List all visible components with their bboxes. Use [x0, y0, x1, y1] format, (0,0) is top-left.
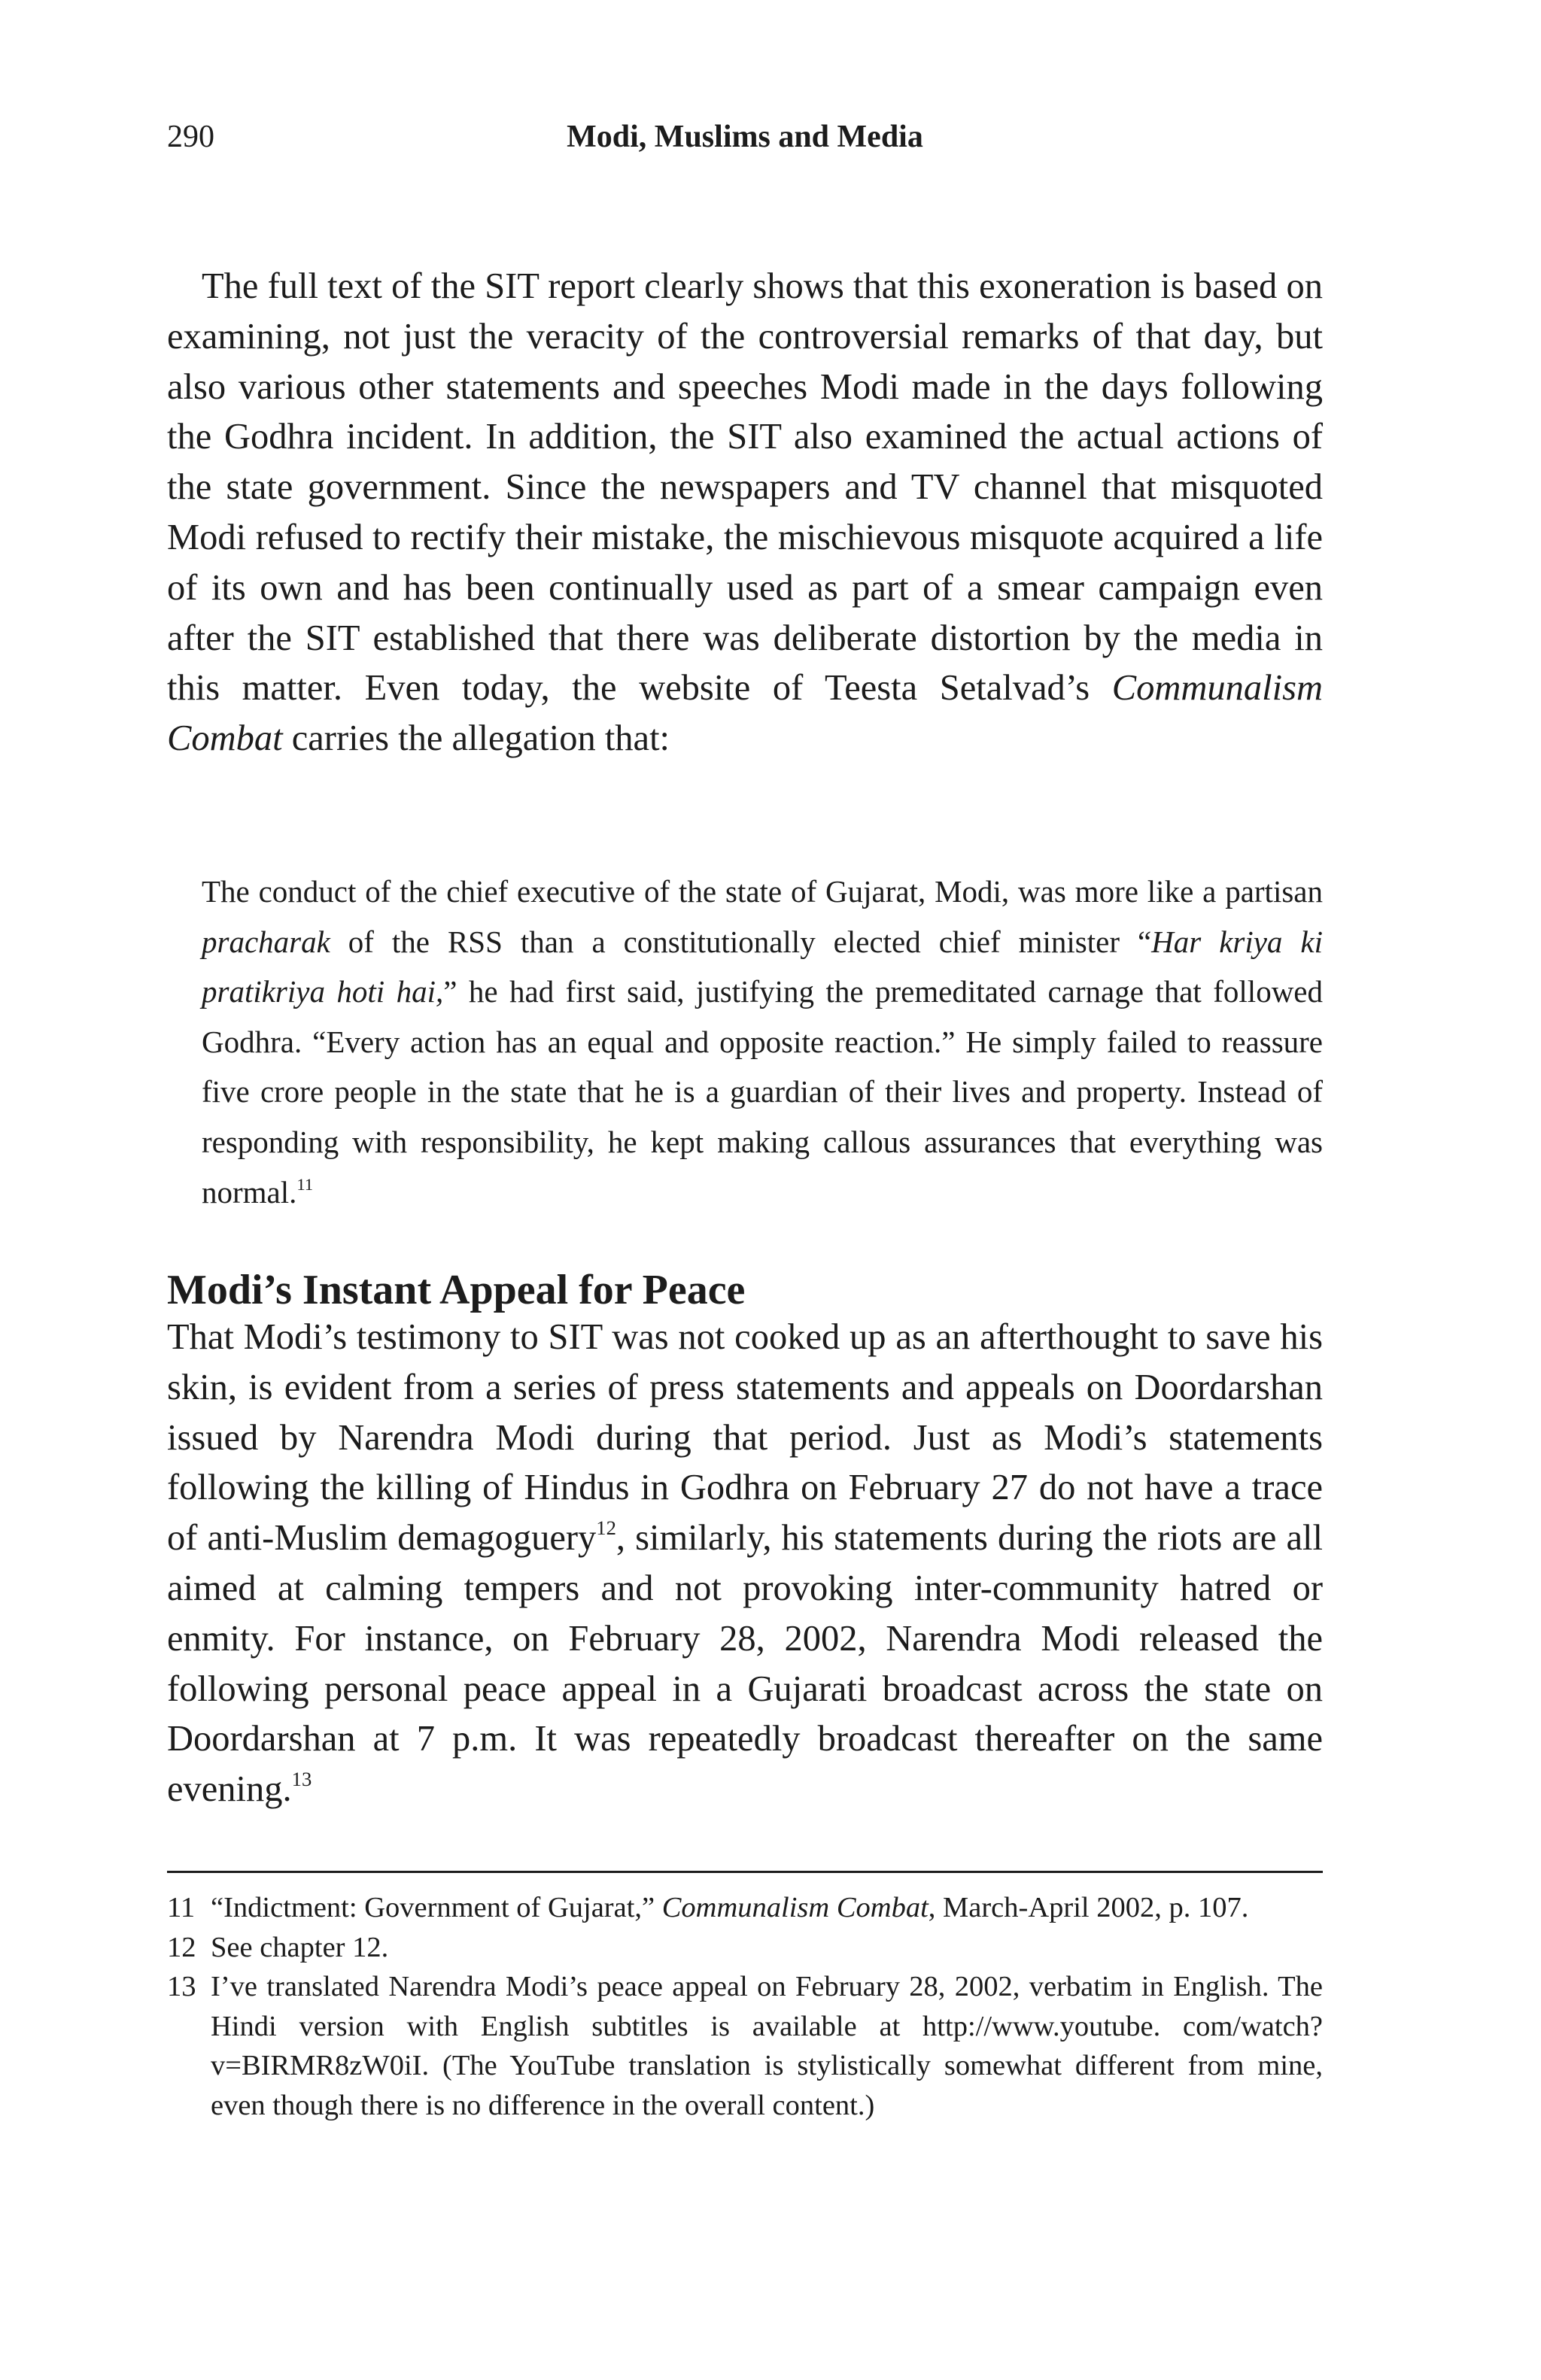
publication-title-italic: Communalism Combat: [167, 668, 1323, 759]
running-head: [167, 119, 1323, 156]
paragraph-text-end: carries the allegation that:: [282, 718, 670, 759]
footnote: [167, 1967, 1323, 2125]
block-quote: [167, 867, 1323, 1217]
quote-part: The conduct of the chief executive of the state of Gujarat, Modi, was more like a partisan: [202, 874, 1323, 909]
intro-paragraph-block: [167, 262, 1323, 764]
section-heading: Modi’s Instant Appeal for Peace: [167, 1267, 746, 1313]
footnote-ref: 11: [296, 1174, 314, 1194]
footnote-ref: 13: [291, 1768, 312, 1791]
footnote-number: 11: [167, 1892, 196, 1923]
paragraph-text: The full text of the SIT report clearly shows that this exoneration is based on examining, not just the veracity of the controversial remarks of that day, but also various other statements and speeches Modi made in the days following the Godhra incident. In addition, the SIT also examined the actual actions of the state government. Since the newspapers and TV channel that misquoted Modi refused to rectify their mistake, the mischievous misquote acquired a life of its own and has been continually used as part of a smear campaign even after the SIT established that there was deliberate distortion by the media in this matter. Even today, the website of Teesta Setalvad’s: [167, 266, 1323, 709]
footnote-text: “Indictment: Government of Gujarat,”: [211, 1892, 662, 1923]
quote-part: ” he had first said, justifying the premeditated carnage that followed Godhra. “Every action has an equal and opposite reaction.” He simply failed to reassure five crore people in the state that he is a guardian of their lives and property. Instead of responding with responsibility, he kept making callous assurances that everything was normal.: [202, 974, 1323, 1210]
book-title: Modi, Muslims and Media: [567, 120, 923, 154]
footnote-divider: [167, 1871, 1323, 1873]
quote-part: of the RSS than a constitutionally elected chief minister “: [330, 924, 1152, 959]
footnote-number: 13: [167, 1971, 196, 2002]
footnote-number: 12: [167, 1931, 196, 1963]
quote-italic-phrase: Har kriya ki pratikriya hoti hai,: [202, 924, 1323, 1009]
quote-italic-term: pracharak: [202, 924, 330, 959]
body-paragraph: [167, 1313, 1323, 1815]
body-paragraph: [167, 262, 1323, 764]
section-paragraph-block: [167, 1313, 1323, 1815]
footnote-italic: Communalism Combat: [661, 1892, 929, 1923]
paragraph-text-end: , similarly, his statements during the riots are all aimed at calming tempers and not provoking inter-community hatred or enmity. For instance, on February 28, 2002, Narendra Modi released the following personal peace appeal in a Gujarati broadcast across the state on Doordarshan at 7 p.m. It was repeatedly broadcast thereafter on the same evening.: [167, 1518, 1323, 1810]
quote-text: [202, 867, 1323, 1217]
footnote: [167, 1928, 1323, 1968]
page-number: 290: [167, 120, 214, 154]
paragraph-text: That Modi’s testimony to SIT was not cooked up as an afterthought to save his skin, is evident from a series of press statements and appeals on Doordarshan issued by Narendra Modi during that period. Just as Modi’s statements following the killing of Hindus in Godhra on February 27 do not have a trace of anti-Muslim demagoguery: [167, 1317, 1323, 1559]
footnote-text-end: , March-April 2002, p. 107.: [928, 1892, 1249, 1923]
footnote: [167, 1888, 1323, 1928]
footnote-text: See chapter 12.: [211, 1931, 389, 1963]
footnote-text: I’ve translated Narendra Modi’s peace appeal on February 28, 2002, verbatim in English. The Hindi version with English subtitles is available at http://www.youtube. com/watch?v=BIRMR8zW0iI. (The YouTube translation is stylistically somewhat different from mine, even though there is no difference in the overall content.): [211, 1971, 1323, 2121]
section-heading-block: [167, 1265, 1323, 1315]
footnotes: [167, 1888, 1323, 2125]
footnote-ref: 12: [596, 1516, 616, 1540]
